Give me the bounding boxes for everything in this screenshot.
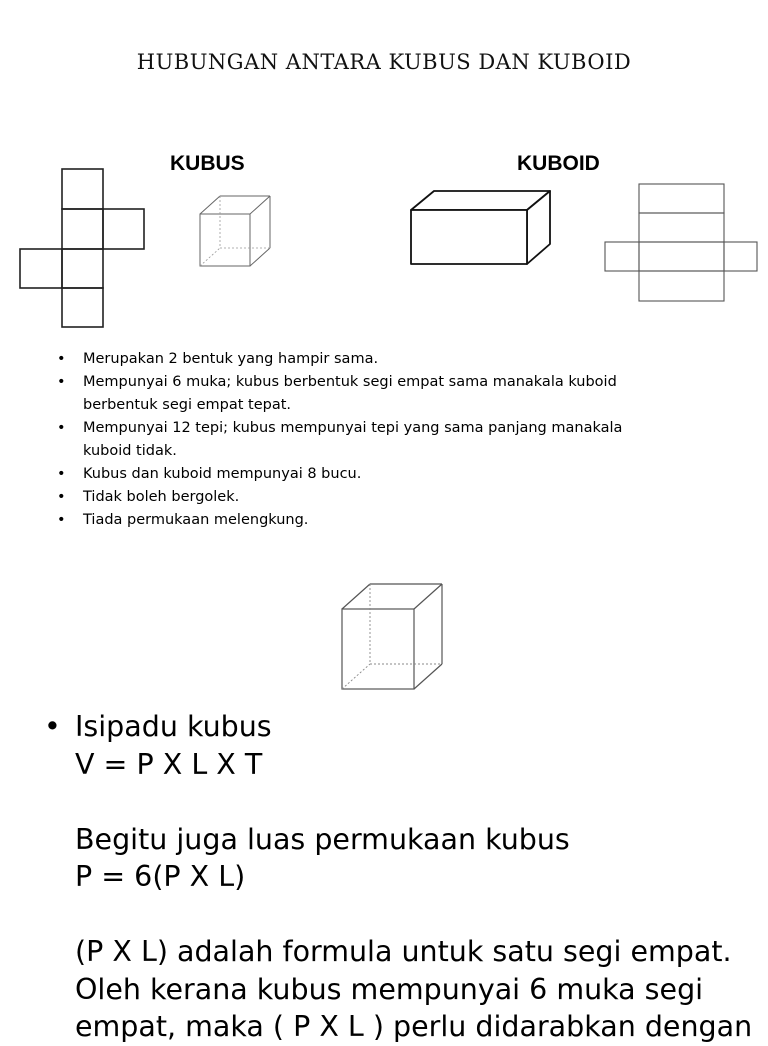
comparison-list [57,348,677,532]
bullet-marker: • [57,466,66,482]
volume-formula: V = P X L X T [75,747,263,781]
cuboid-solid-diagram [408,188,554,268]
cube-wireframe-small [196,192,274,270]
kubus-label: KUBUS [170,152,245,175]
list-item-line: Tiada permukaan melengkung. [83,512,309,528]
bullet-marker: • [57,374,66,390]
bullet-marker: • [57,420,66,436]
cuboid-net-diagram [603,182,760,304]
kuboid-label: KUBOID [517,152,600,175]
list-item-line: Mempunyai 6 muka; kubus berbentuk segi empat sama manakala kuboid [83,374,617,390]
bullet-marker: • [57,351,66,367]
cube-wireframe-large [338,580,446,694]
list-item [57,348,677,371]
volume-heading: Isipadu kubus [75,710,272,743]
formula-section [44,708,764,1046]
bullet-marker: • [44,710,61,743]
list-item [57,417,677,463]
page-title: HUBUNGAN ANTARA KUBUS DAN KUBOID [136,50,632,74]
cube-net-diagram [18,168,148,330]
list-item-line: berbentuk segi empat tepat. [83,397,292,413]
list-item-line: Kubus dan kuboid mempunyai 8 bucu. [83,466,362,482]
explanation-line: Oleh kerana kubus mempunyai 6 muka segi [75,972,704,1006]
list-item-line: Merupakan 2 bentuk yang hampir sama. [83,351,379,367]
explanation-line: empat, maka ( P X L ) perlu didarabkan dengan [75,1010,753,1043]
bullet-marker: • [57,489,66,505]
list-item [57,371,677,417]
surface-area-heading: Begitu juga luas permukaan kubus [75,822,570,856]
list-item-line: Mempunyai 12 tepi; kubus mempunyai tepi yang sama panjang manakala [83,420,623,436]
surface-area-formula: P = 6(P X L) [75,860,246,893]
list-item [57,486,677,509]
bullet-marker: • [57,512,66,528]
list-item-line: kuboid tidak. [83,443,177,459]
explanation-line: (P X L) adalah formula untuk satu segi empat. [75,935,732,968]
list-item [57,509,677,532]
list-item-line: Tidak boleh bergolek. [83,489,240,505]
formula-text [75,708,764,1046]
list-item [57,463,677,486]
